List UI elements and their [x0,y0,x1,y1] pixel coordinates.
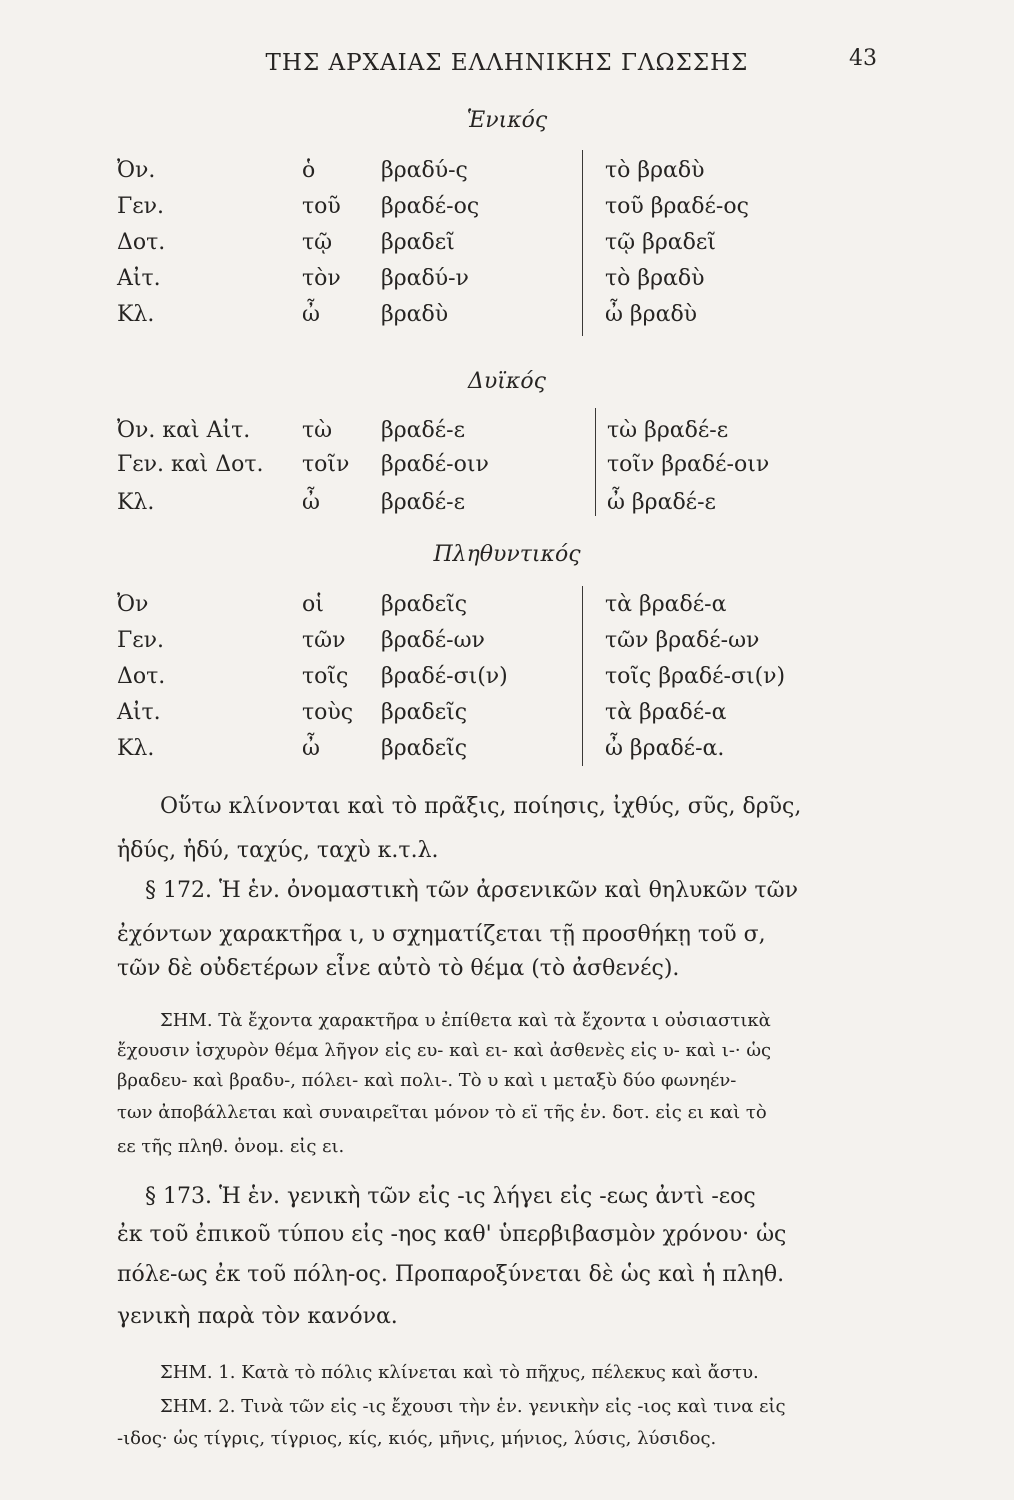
article: τῶν [302,628,346,653]
masculine-form: βραδέ-σι(ν) [381,664,508,689]
case-label: Ὀν. [117,158,156,183]
table-row [117,490,837,524]
article: τοῦ [302,194,341,219]
masculine-form: βραδέ-ε [381,418,465,443]
article: ὁ [302,158,316,183]
paragraph-173-line: πόλε-ως ἐκ τοῦ πόλη-ος. Προπαροξύνεται δὲ ὡς καὶ ἡ πληθ. [117,1262,785,1287]
text-line: Οὕτω κλίνονται καὶ τὸ πρᾶξις, ποίησις, ἰχθύς, σῦς, δρῦς, [160,794,802,819]
table-row [117,418,837,452]
paragraph-173-line: § 173. Ἡ ἑν. γενικὴ τῶν εἰς -ις λήγει εἰς -εως ἀντὶ -εος [145,1184,756,1209]
case-label: Αἰτ. [117,700,161,725]
masculine-form: βραδύ-ν [381,266,469,291]
dual-heading: Δυϊκός [468,369,546,394]
masculine-form: βραδύ-ς [381,158,468,183]
neuter-form: τὰ βραδέ-α [605,592,727,617]
table-row [117,736,837,770]
masculine-form: βραδέ-οιν [381,452,489,477]
neuter-form: τῷ βραδεῖ [605,230,716,255]
note-line: ΣΗΜ. Τὰ ἔχοντα χαρακτῆρα υ ἐπίθετα καὶ τὰ ἔχοντα ι οὐσιαστικὰ [160,1010,771,1031]
paragraph-173-line: γενικὴ παρὰ τὸν κανόνα. [117,1304,398,1329]
neuter-form: τοῖς βραδέ-σι(ν) [605,664,786,689]
paragraph-172-line: ἐχόντων χαρακτῆρα ι, υ σχηματίζεται τῇ προσθήκῃ τοῦ σ, [117,922,766,947]
masculine-form: βραδὺ [381,302,449,327]
case-label: Κλ. [117,490,155,515]
neuter-form: τοῖν βραδέ-οιν [607,452,770,477]
page-number: 43 [849,46,877,71]
running-head: ΤΗΣ ΑΡΧΑΙΑΣ ΕΛΛΗΝΙΚΗΣ ΓΛΩΣΣΗΣ [265,50,749,76]
masculine-form: βραδέ-ε [381,490,465,515]
case-label: Δοτ. [117,664,166,689]
article: ὦ [302,736,320,761]
article: τοῖς [302,664,349,689]
note-2-line: ΣΗΜ. 2. Τινὰ τῶν εἰς -ις ἔχουσι τὴν ἑν. γενικὴν εἰς -ιος καὶ τινα εἰς [160,1396,786,1417]
note-2-line: -ιδος· ὡς τίγρις, τίγριος, κίς, κιός, μῆνις, μήνιος, λύσις, λύσιδος. [117,1428,717,1449]
neuter-form: τοῦ βραδέ-ος [605,194,749,219]
masculine-form: βραδεῖς [381,736,468,761]
case-label: Γεν. [117,628,165,653]
paragraph-173-line: ἐκ τοῦ ἐπικοῦ τύπου εἰς -ηος καθ' ὑπερβιβασμὸν χρόνου· ὡς [117,1222,787,1247]
case-label: Ὀν. καὶ Αἰτ. [117,418,251,443]
neuter-form: ὦ βραδέ-ε [607,490,716,515]
masculine-form: βραδεῖς [381,700,468,725]
note-line: των ἀποβάλλεται καὶ συναιρεῖται μόνον τὸ εϊ τῆς ἑν. δοτ. εἰς ει καὶ τὸ [117,1102,767,1123]
note-line: βραδευ- καὶ βραδυ-, πόλει- καὶ πολι-. Τὸ υ καὶ ι μεταξὺ δύο φωνηέν- [117,1070,737,1091]
article: ὦ [302,490,320,515]
masculine-form: βραδεῖ [381,230,455,255]
neuter-form: τῶν βραδέ-ων [605,628,760,653]
table-row [117,158,837,192]
case-label: Ὀν [117,592,149,617]
table-row [117,194,837,228]
paragraph-172-line: τῶν δὲ οὐδετέρων εἶνε αὐτὸ τὸ θέμα (τὸ ἀσθενές). [117,956,680,981]
plural-heading: Πληθυντικός [433,542,581,567]
table-row [117,592,837,626]
neuter-form: τὼ βραδέ-ε [607,418,729,443]
table-row [117,452,837,486]
text-line: ἡδύς, ἡδύ, ταχύς, ταχὺ κ.τ.λ. [117,838,439,863]
table-row [117,266,837,300]
paragraph-172-line: § 172. Ἡ ἑν. ὀνομαστικὴ τῶν ἀρσενικῶν καὶ θηλυκῶν τῶν [145,878,798,903]
masculine-form: βραδέ-ος [381,194,480,219]
case-label: Γεν. [117,194,165,219]
article: ὦ [302,302,320,327]
neuter-form: ὦ βραδὺ [605,302,698,327]
neuter-form: τὸ βραδὺ [605,266,705,291]
table-row [117,628,837,662]
singular-heading: Ἑνικός [466,108,548,133]
table-row [117,700,837,734]
table-row [117,230,837,264]
article: τὸν [302,266,341,291]
neuter-form: τὰ βραδέ-α [605,700,727,725]
table-row [117,664,837,698]
article: τῷ [302,230,333,255]
case-label: Αἰτ. [117,266,161,291]
case-label: Γεν. καὶ Δοτ. [117,452,264,477]
table-row [117,302,837,336]
note-line: ἔχουσιν ἰσχυρὸν θέμα λῆγον εἰς ευ- καὶ ει- καὶ ἀσθενὲς εἰς υ- καὶ ι-· ὡς [117,1040,772,1061]
article: τὼ [302,418,333,443]
article: τοῖν [302,452,350,477]
neuter-form: ὦ βραδέ-α. [605,736,725,761]
note-1-line: ΣΗΜ. 1. Κατὰ τὸ πόλις κλίνεται καὶ τὸ πῆχυς, πέλεκυς καὶ ἄστυ. [160,1362,759,1383]
article: οἱ [302,592,324,617]
note-line: εε τῆς πληθ. ὀνομ. εἰς ει. [117,1136,345,1157]
masculine-form: βραδέ-ων [381,628,485,653]
case-label: Κλ. [117,302,155,327]
masculine-form: βραδεῖς [381,592,468,617]
case-label: Δοτ. [117,230,166,255]
neuter-form: τὸ βραδὺ [605,158,705,183]
article: τοὺς [302,700,354,725]
case-label: Κλ. [117,736,155,761]
